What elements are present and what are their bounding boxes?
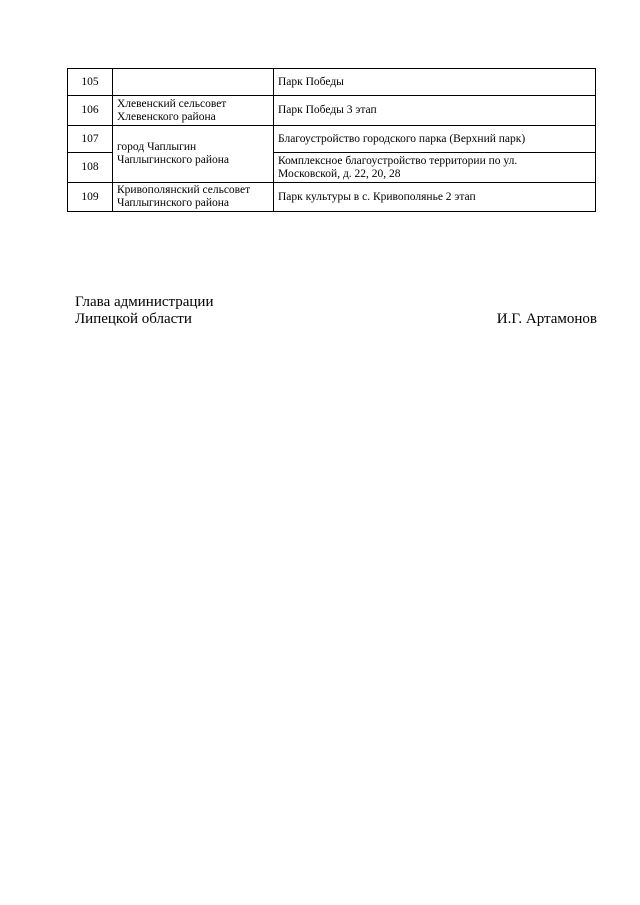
objects-table	[67, 68, 596, 212]
municipality-cell	[113, 69, 274, 96]
object-cell: Комплексное благоустройство территории по ул. Московской, д. 22, 20, 28	[274, 153, 596, 183]
signatory-position	[75, 294, 213, 328]
object-cell: Парк Победы	[274, 69, 596, 96]
municipality-cell: Хлевенский сельсовет Хлевенского района	[113, 96, 274, 126]
object-cell: Парк культуры в с. Кривополянье 2 этап	[274, 183, 596, 212]
signature-block	[75, 294, 597, 328]
table-row	[68, 96, 596, 126]
row-number: 105	[68, 69, 113, 96]
object-cell: Благоустройство городского парка (Верхний парк)	[274, 126, 596, 153]
position-line-2: Липецкой области	[75, 311, 192, 327]
row-number: 107	[68, 126, 113, 153]
municipality-cell: город Чаплыгин Чаплыгинского района	[113, 126, 274, 183]
position-line-1: Глава администрации	[75, 294, 214, 310]
row-number: 108	[68, 153, 113, 183]
signatory-name: И.Г. Артамонов	[496, 311, 597, 327]
municipality-cell: Кривополянский сельсовет Чаплыгинского района	[113, 183, 274, 212]
table-row	[68, 69, 596, 96]
row-number: 106	[68, 96, 113, 126]
table-row	[68, 126, 596, 153]
table-row	[68, 183, 596, 212]
row-number: 109	[68, 183, 113, 212]
object-cell: Парк Победы 3 этап	[274, 96, 596, 126]
